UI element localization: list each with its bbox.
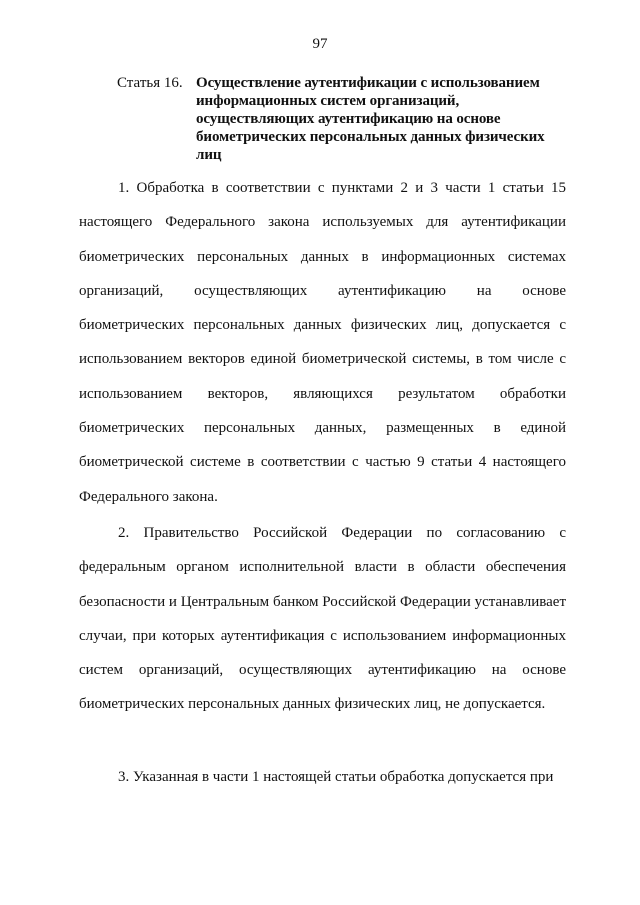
- article-label: Статья 16.: [117, 75, 183, 91]
- paragraph-3: 3. Указанная в части 1 настоящей статьи обработка допускается при: [118, 769, 554, 785]
- paragraph-2: 2. Правительство Российской Федерации по согласованию с федеральным органом исполнительной власти в области обеспечения безопасности и Центральным банком Российской Федерации устанавливает случаи, при которых аутентификация с использованием информационных систем организаций, осуществляющих аутентификацию на основе биометрических персональных данных физических лиц, не допускается.: [79, 525, 566, 713]
- paragraph-1: 1. Обработка в соответствии с пунктами 2 и 3 части 1 статьи 15 настоящего Федерального закона используемых для аутентификации биометрических персональных данных в информационных системах организаций, осуществляющих аутентификацию на основе биометрических персональных данных физических лиц, допускается с использованием векторов единой биометрической системы, в том числе с использованием векторов, являющихся результатом обработки биометрических персональных данных, размещенных в единой биометрической системе в соответствии с частью 9 статьи 4 настоящего Федерального закона.: [79, 180, 566, 505]
- page-number: 97: [312, 36, 328, 52]
- article-title: Осуществление аутентификации с использованием информационных систем организаций, осуществляющих аутентификацию на основе биометрических персональных данных физических лиц: [196, 75, 545, 163]
